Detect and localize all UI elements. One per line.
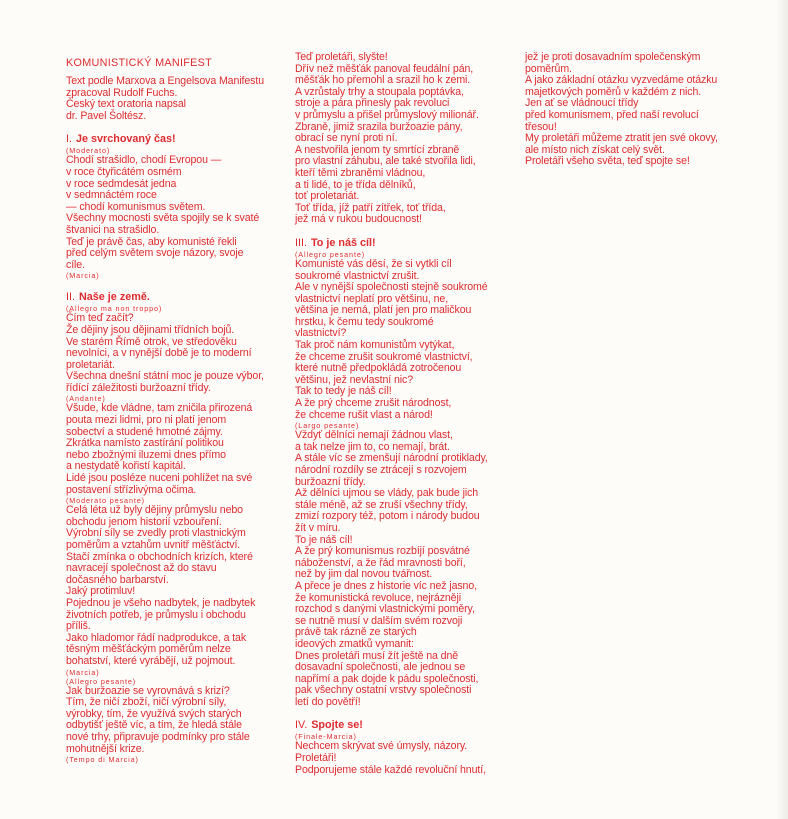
verse-line: většinu, jež nevlastní nic? xyxy=(295,373,414,386)
verse-line: rozchod s danými vlastnickými poměry, xyxy=(295,603,475,616)
section-number: IV. xyxy=(295,719,308,732)
verse-line: a ti lidé, to je třída dělníků, xyxy=(295,178,416,191)
column-2 xyxy=(295,52,519,776)
verse-block-8 xyxy=(295,421,519,708)
verse-line: Vždyť dělníci nemají žádnou vlast, xyxy=(295,429,453,442)
tempo-marking: (Moderato pesante) xyxy=(66,496,145,506)
verse-line: dosavadní společnosti, ale jednou se xyxy=(295,661,466,674)
verse-line: Ve starém Římě otrok, ve středověku xyxy=(66,335,237,348)
verse-line: Jaký protimluv! xyxy=(66,585,136,598)
tempo-marking: (Allegro ma non troppo) xyxy=(66,304,163,314)
verse-block-9 xyxy=(295,732,519,776)
verse-line: dočasného barbarství. xyxy=(66,573,169,586)
verse-line: že chceme rušit vlast a národ! xyxy=(295,408,433,421)
verse-line: Jak buržoazie se vyrovnává s krizí? xyxy=(66,684,230,697)
verse-line: Jako hladomor řádí nadprodukce, a tak xyxy=(66,631,247,644)
verse-line: A že prý komunismus rozbíjí posvátné xyxy=(295,545,470,558)
verse-line: Dnes proletáři musí žít ještě na dně xyxy=(295,649,459,662)
section-4-heading xyxy=(295,719,519,732)
column-1 xyxy=(66,57,288,764)
verse-line: Nechcem skrývat své úmysly, názory. xyxy=(295,740,468,753)
verse-line: se nutně musí v dalším svém rozvoji xyxy=(295,614,463,627)
verse-line: Jen ať se vládnoucí třídy xyxy=(525,97,639,110)
verse-line: v sedmnáctém roce xyxy=(66,189,157,202)
verse-line: A přece je dnes z historie víc než jasno, xyxy=(295,579,477,592)
verse-line: nevolníci, a v nynější době je to moderní xyxy=(66,347,252,360)
verse-line: hrstku, k čemu tedy soukromé xyxy=(295,315,434,328)
verse-line: Stačí zmínka o obchodních krizích, které xyxy=(66,550,253,563)
verse-line: v roce sedmdesát jedna xyxy=(66,177,177,190)
verse-line: výrobky, tím, že využívá svých starých xyxy=(66,707,242,720)
verse-line: než by jim dal novou tvářnost. xyxy=(295,568,433,581)
verse-block-10 xyxy=(525,52,765,168)
verse-line: A jako základní otázku vyzvedáme otázku xyxy=(525,74,718,87)
verse-line: A že prý chceme zrušit národnost, xyxy=(295,397,452,410)
verse-line: žít v míru. xyxy=(295,521,341,534)
verse-line: pro vlastní záhubu, ale také stvořila lidi, xyxy=(295,155,476,168)
verse-line: Teď proletáři, slyšte! xyxy=(295,51,388,63)
tempo-marking: (Allegro pesante) xyxy=(66,676,137,686)
verse-line: vlastnictví? xyxy=(295,327,347,340)
section-1-heading xyxy=(66,133,288,146)
verse-line: Zbraně, jimiž srazila buržoazie pány, xyxy=(295,120,463,133)
section-title: Je svrchovaný čas! xyxy=(76,133,176,146)
verse-line: před komunismem, před naší revolucí xyxy=(525,108,699,121)
verse-line: v roce čtyřicátém osmém xyxy=(66,165,182,178)
verse-line: v průmyslu a přišel průmyslový milionář. xyxy=(295,108,479,121)
verse-line: a tak nelze jim to, co nemají, brát. xyxy=(295,440,450,453)
verse-line: Výrobní síly se zvedly proti vlastnickým xyxy=(66,527,246,540)
verse-line: životních potřeb, je průmyslu i obchodu xyxy=(66,608,246,621)
tempo-marking: (Finale-Marcia) xyxy=(295,732,357,742)
tempo-marking: (Moderato) xyxy=(66,146,111,156)
tempo-marking: (Marcia) xyxy=(66,667,100,677)
document-title: KOMUNISTICKÝ MANIFEST xyxy=(66,57,213,69)
verse-line: nebo zbožnými iluzemi dnes přímo xyxy=(66,448,226,461)
verse-line: mohutnější krize. xyxy=(66,742,145,755)
verse-line: Čím teď začít? xyxy=(66,312,134,325)
verse-line: obrací se nyní proti ní. xyxy=(295,132,398,145)
verse-line: většina je nemá, platí jen pro maličkou xyxy=(295,304,472,317)
verse-block-4 xyxy=(66,496,288,676)
verse-line: Podporujeme stále každé revoluční hnutí, xyxy=(295,763,486,776)
verse-line: sobectví a studené hmotné zájmy. xyxy=(66,425,223,438)
credits-line: Text podle Marxova a Engelsova Manifestu xyxy=(66,75,264,87)
verse-line: cíle. xyxy=(66,258,85,271)
verse-line: — chodí komunismus světem. xyxy=(66,200,206,213)
verse-block-1 xyxy=(66,146,288,280)
tempo-marking: (Tempo di Marcia) xyxy=(66,755,139,765)
verse-line: My proletáři můžeme ztratit jen své okovy, xyxy=(525,132,718,145)
section-title: Naše je země. xyxy=(79,291,150,304)
verse-line: Pojednou je všeho nadbytek, je nadbytek xyxy=(66,596,256,609)
verse-line: právě tak rázně ze starých xyxy=(295,626,417,639)
verse-line: stále méně, až se zruší všechny třídy, xyxy=(295,498,468,511)
verse-line: soukromé vlastnictví zrušit. xyxy=(295,269,420,282)
section-number: III. xyxy=(295,236,307,249)
verse-line: A stále víc se zmenšují národní protiklady, xyxy=(295,452,488,465)
verse-block-7 xyxy=(295,250,519,421)
verse-line: stroje a pára přinesly pak revoluci xyxy=(295,97,450,110)
verse-line: toť proletariát. xyxy=(295,190,360,203)
credits-line: Český text oratoria napsal xyxy=(66,98,186,111)
section-number: II. xyxy=(66,291,75,304)
verse-line: Komunisté vás děsí, že si vytkli cíl xyxy=(295,257,452,270)
verse-line: Proletáři! xyxy=(295,752,337,765)
section-title: Spojte se! xyxy=(311,719,363,732)
verse-block-5 xyxy=(66,677,288,765)
verse-block-6 xyxy=(295,52,519,226)
verse-line: Lidé jsou posléze nuceni pohlížet na své xyxy=(66,472,253,485)
verse-line: Toť třída, jíž patří zítřek, toť třída, xyxy=(295,201,446,214)
page-edge xyxy=(776,0,788,819)
verse-line: před celým světem svoje názory, svoje xyxy=(66,247,244,260)
verse-line: Zkrátka namísto zastírání politikou xyxy=(66,437,224,450)
verse-line: bohatství, které vyrábějí, už pojmout. xyxy=(66,654,236,667)
verse-line: proletariát. xyxy=(66,358,115,371)
verse-line: těsným měšťáckým poměrům nelze xyxy=(66,643,231,656)
verse-line: Tím, že ničí zboží, ničí výrobní síly, xyxy=(66,696,227,709)
verse-line: jež má v rukou budoucnost! xyxy=(295,213,422,226)
verse-line: které nutně předpokládá zotročenou xyxy=(295,362,462,375)
verse-line: Teď je právě čas, aby komunisté řekli xyxy=(66,235,237,248)
verse-line: Dřív než měšťák panoval feudální pán, xyxy=(295,62,474,75)
verse-line: nové trhy, připravuje podmínky pro stále xyxy=(66,730,250,743)
verse-line: Proletáři všeho světa, teď spojte se! xyxy=(525,155,690,168)
verse-line: A vzrůstaly trhy a stoupala poptávka, xyxy=(295,85,464,98)
verse-line: pak všechny ostatní vrstvy společnosti xyxy=(295,684,472,697)
verse-line: postavení střízlivýma očima. xyxy=(66,483,197,496)
verse-line: ale místo nich získat celý svět. xyxy=(525,143,665,156)
credits xyxy=(66,76,288,122)
verse-line: obchodu jenom historií vzbouření. xyxy=(66,515,222,528)
verse-line: vlastnictví neplatí pro většinu, ne, xyxy=(295,292,449,305)
verse-line: příliš. xyxy=(66,620,91,633)
verse-line: náboženství, a že řád mravnosti boří, xyxy=(295,556,466,569)
verse-line: odbytišť ještě víc, a tím, že hledá stále xyxy=(66,719,242,732)
verse-line: Až dělníci ujmou se vlády, pak bude jich xyxy=(295,487,479,500)
credits-line: dr. Pavel Šoltész. xyxy=(66,109,147,122)
section-title: To je náš cíl! xyxy=(311,236,376,249)
verse-line: že chceme zrušit soukromé vlastnictví, xyxy=(295,350,473,363)
verse-line: Celá léta už byly dějiny průmyslu nebo xyxy=(66,504,243,517)
verse-line: letí do povětří! xyxy=(295,695,361,708)
tempo-marking: (Andante) xyxy=(66,394,106,404)
tempo-marking: (Marcia) xyxy=(66,271,100,281)
verse-line: poměrům. xyxy=(525,62,572,75)
verse-line: Ale v nynější společnosti stejně soukromé xyxy=(295,281,488,294)
verse-block-2 xyxy=(66,304,288,394)
verse-line: štvanici na strašidlo. xyxy=(66,223,160,236)
verse-line: národní rozdíly se ztrácejí s rozvojem xyxy=(295,464,467,476)
verse-line: kteří těmi zbraněmi vládnou, xyxy=(295,166,426,179)
verse-line: pouta mezi lidmi, pro ni platí jenom xyxy=(66,414,227,427)
verse-line: zmizí rozpory též, potom i národy budou xyxy=(295,510,480,523)
verse-line: třesou! xyxy=(525,120,557,133)
column-3 xyxy=(525,52,765,168)
verse-line: Tak proč nám komunistům vytýkat, xyxy=(295,339,455,352)
tempo-marking: (Allegro pesante) xyxy=(295,249,366,259)
verse-line: Všechny mocnosti světa spojily se k svaté xyxy=(66,212,260,225)
section-3-heading xyxy=(295,237,519,250)
section-number: I. xyxy=(66,133,72,146)
credits-line: zpracoval Rudolf Fuchs. xyxy=(66,86,178,99)
verse-line: řídící záležitosti buržoazní třídy. xyxy=(66,381,211,394)
verse-line: že komunistická revoluce, nejrázněji xyxy=(295,591,461,604)
verse-block-3 xyxy=(66,394,288,496)
verse-line: Tak to tedy je náš cíl! xyxy=(295,385,392,398)
verse-line: Všude, kde vládne, tam zničila přirozená xyxy=(66,402,253,415)
verse-line: ideových zmatků vymanit: xyxy=(295,637,414,650)
verse-line: a nestydatě kořistí kapitál. xyxy=(66,460,186,473)
verse-line: buržoazní třídy. xyxy=(295,475,366,488)
verse-line: Že dějiny jsou dějinami třídních bojů. xyxy=(66,323,235,336)
verse-line: jež je proti dosavadním společenským xyxy=(525,51,701,63)
verse-line: napřímí a pak dojde k pádu společnosti, xyxy=(295,672,479,685)
verse-line: měšťák ho přemohl a srazil ho k zemi. xyxy=(295,74,471,87)
verse-line: A nestvořila jenom ty smrtící zbraně xyxy=(295,143,460,156)
verse-line: To je náš cíl! xyxy=(295,533,353,546)
verse-line: Všechna dnešní státní moc je pouze výbor, xyxy=(66,370,264,383)
verse-line: majetkových poměrů v každém z nich. xyxy=(525,85,702,98)
verse-line: navracejí společnost až do stavu xyxy=(66,562,217,575)
section-2-heading xyxy=(66,291,288,304)
verse-line: poměrům a vztahům uvnitř měšťáctví. xyxy=(66,539,241,551)
verse-line: Chodí strašidlo, chodí Evropou — xyxy=(66,154,222,167)
tempo-marking: (Largo pesante) xyxy=(295,421,360,431)
